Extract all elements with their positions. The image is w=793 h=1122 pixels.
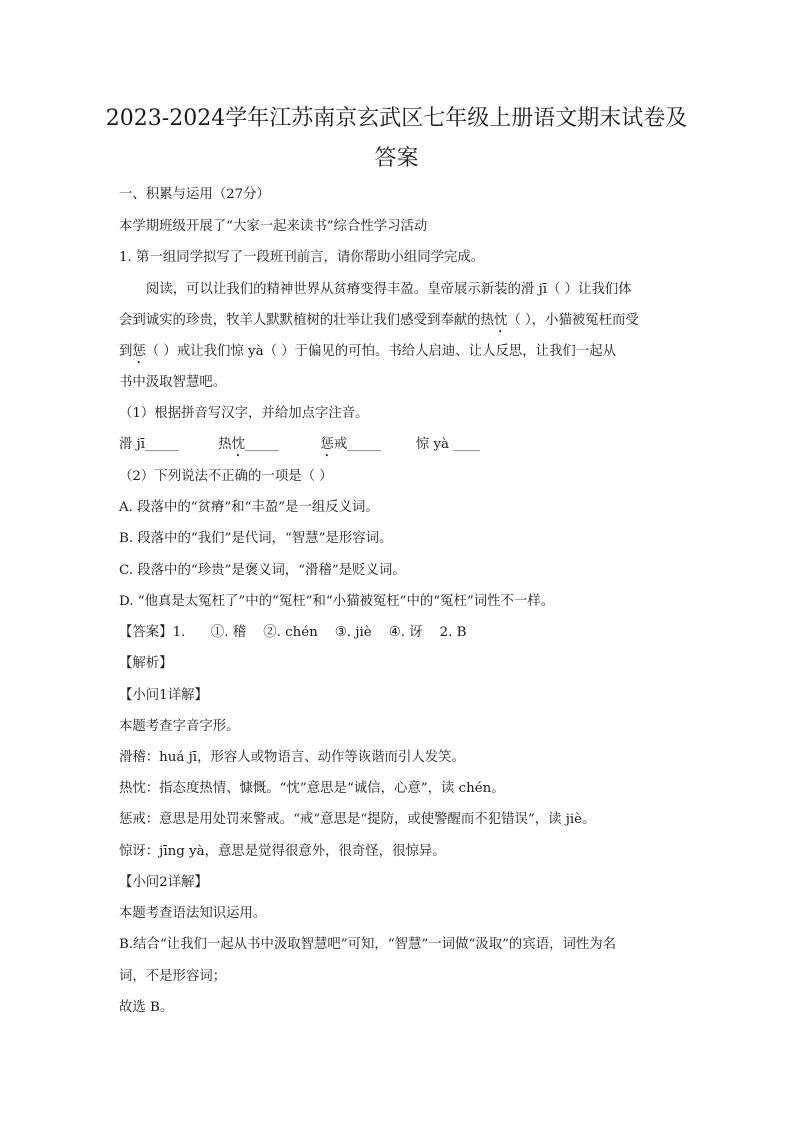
blank-item-b: 热忱_____ [218, 437, 279, 452]
analysis-part2-line: 词，不是形容词； [119, 969, 227, 984]
answer-label: 【答案】 [119, 625, 173, 640]
passage-line-3: 到惩（ ）戒让我们惊 yà（ ）于偏见的可怕。书给人启迪、让人反思，让我们一起从 [119, 344, 616, 359]
section-intro: 本学期班级开展了“大家一起来读书”综合性学习活动 [119, 219, 428, 234]
analysis-part2-label: 【小问2详解】 [119, 875, 208, 890]
question-1-stem: 1. 第一组同学拟写了一段班刊前言，请你帮助小组同学完成。 [119, 250, 485, 265]
passage-line-2: 会到诚实的珍贵，牧羊人默默植树的壮举让我们感受到奉献的热忱（ ），小猫被冤枉而受 [119, 313, 639, 328]
analysis-part1-line: 滑稽：huá jī，形容人或物语言、动作等诙谐而引人发笑。 [119, 750, 465, 765]
document-title-line2: 答案 [374, 146, 419, 171]
answer-text: 1. ①. 稽 ②. chén ③. jiè ④. 讶 2. B [172, 625, 467, 640]
option-d: D. “他真是太冤枉了”中的“冤枉”和“小猫被冤枉”中的“冤枉”词性不一样。 [119, 594, 555, 609]
section-heading: 一、积累与运用（27分） [119, 187, 270, 202]
option-c: C. 段落中的“珍贵”是褒义词，“滑稽”是贬义词。 [119, 563, 406, 578]
document-title-line1: 2023-2024学年江苏南京玄武区七年级上册语文期末试卷及 [105, 106, 688, 131]
analysis-part1-line: 本题考查字音字形。 [119, 719, 240, 734]
sub-question-1-blanks [119, 435, 480, 460]
blank-item-d: 惊 yà ____ [415, 437, 481, 452]
blank-item-a: 滑 jī_____ [119, 437, 179, 452]
analysis-part2-line: 故选 B。 [119, 1000, 174, 1015]
analysis-part2-line: B.结合“让我们一起从书中汲取智慧吧”可知，“智慧”一词做“汲取”的宾语，词性为名 [119, 937, 617, 952]
answer-line [119, 623, 467, 643]
passage-line-1: 阅读，可以让我们的精神世界从贫瘠变得丰盈。皇帝展示新装的滑 jī（ ）让我们体 [146, 282, 632, 297]
blank-item-c: 惩戒_____ [320, 437, 381, 452]
option-b: B. 段落中的“我们”是代词，“智慧”是形容词。 [119, 531, 393, 546]
analysis-part1-line: 惩戒：意思是用处罚来警戒。“戒”意思是“提防，或使警醒而不犯错误”，读 jiè。 [119, 812, 596, 827]
sub-question-1-prompt: （1）根据拼音写汉字，并给加点字注音。 [119, 406, 369, 421]
dotted-char: 忱 [493, 313, 508, 328]
dotted-char: 惩 [132, 344, 146, 359]
passage-line-4: 书中汲取智慧吧。 [119, 375, 227, 390]
analysis-part1-line: 热忱：指态度热情、慷慨。“忱”意思是“诚信，心意”，读 chén。 [119, 781, 505, 796]
analysis-part2-line: 本题考查语法知识运用。 [119, 906, 267, 921]
option-a: A. 段落中的“贫瘠”和“丰盈”是一组反义词。 [119, 500, 379, 515]
analysis-label: 【解析】 [119, 656, 173, 671]
analysis-part1-line: 惊讶：jīng yà，意思是觉得很意外，很奇怪，很惊异。 [119, 844, 446, 859]
sub-question-2-prompt: （2）下列说法不正确的一项是（ ） [119, 469, 333, 484]
analysis-part1-label: 【小问1详解】 [119, 688, 208, 703]
